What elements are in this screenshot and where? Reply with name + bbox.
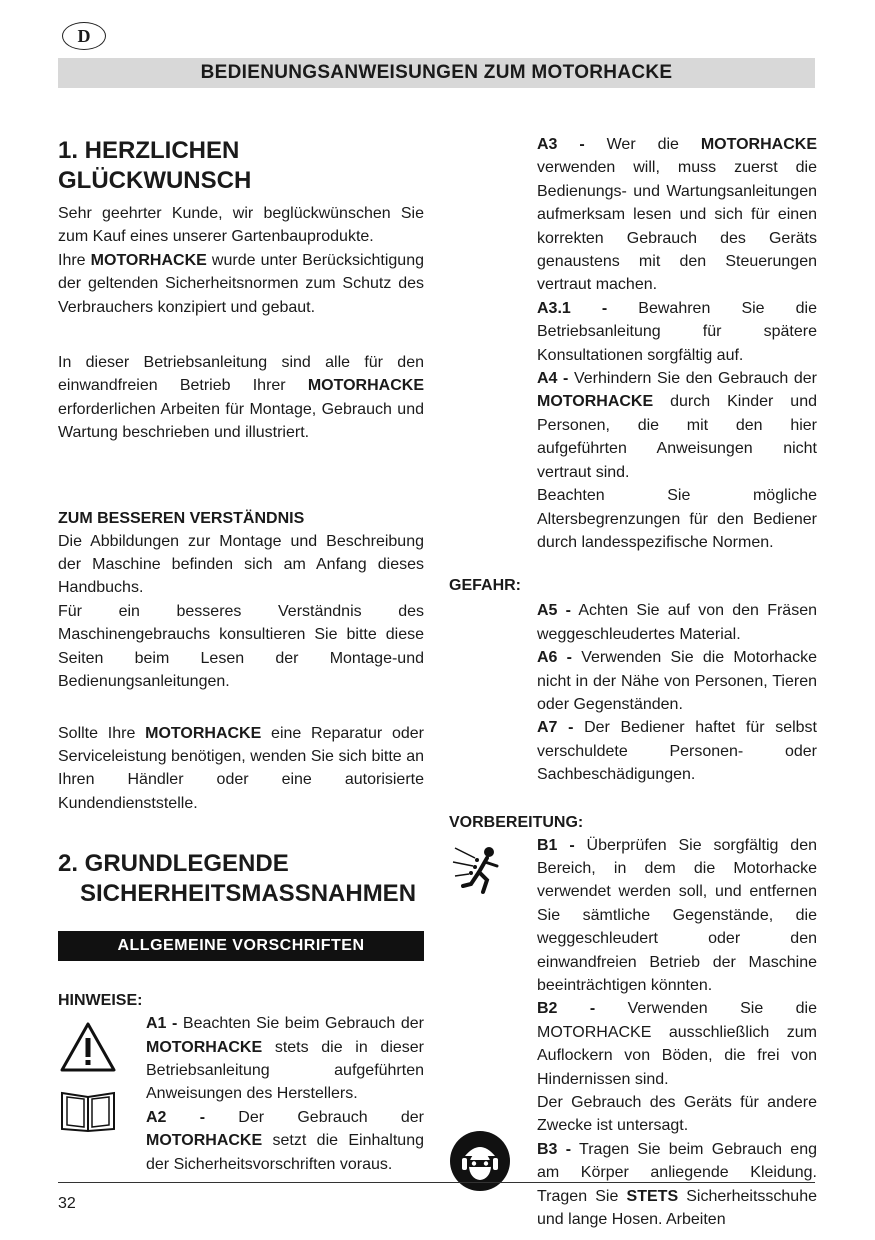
- thrown-objects-warning-icon: [449, 838, 515, 898]
- rule-b1: B1 - Überprüfen Sie sorgfältig den Bereich, in dem die Motorhacke verwendet werden soll, und entfernen Sie sämtliche Gegenstände, die weggeschleudert oder den einwandfreien Betrieb der Maschine beeinträchtigen könnten.: [537, 836, 817, 994]
- understanding-paragraph-1: Die Abbildungen zur Montage und Beschreibung der Maschine befinden sich am Anfang dieses Handbuchs.: [58, 532, 424, 597]
- section2-heading: 2. GRUNDLEGENDE SICHERHEITSMASSNAHMEN: [58, 850, 417, 908]
- understanding-heading: ZUM BESSEREN VERSTÄNDNIS: [58, 509, 305, 527]
- rule-a3: A3 - Wer die MOTORHACKE verwenden will, muss zuerst die Bedienungs- und Wartungsanleitungen aufmerksam lesen und sich für einen korrekten Gebrauch des Geräts genaustens mit den Steuerungen vertraut machen.: [537, 136, 817, 294]
- rule-b3: B3 - Tragen Sie beim Gebrauch eng am Körper anliegende Kleidung. Tragen Sie STETS Sicherheitsschuhe und lange Hosen. Arbeiten: [537, 1140, 818, 1229]
- rule-a4: A4 - Verhindern Sie den Gebrauch der MOTORHACKE durch Kinder und Personen, die mit den hier aufgeführten Anweisungen nicht vertraut sind.: [537, 370, 817, 481]
- general-rules-bar: ALLGEMEINE VORSCHRIFTEN: [58, 931, 424, 961]
- understanding-paragraph-3: Sollte Ihre MOTORHACKE eine Reparatur oder Serviceleistung benötigen, wenden Sie sich bitte an Ihren Händler oder eine autorisierte Kundendienststelle.: [58, 724, 424, 812]
- manual-book-icon: [58, 1085, 118, 1133]
- warning-triangle-icon: [58, 1020, 118, 1074]
- page-number: 32: [58, 1195, 76, 1212]
- rule-a2: A2 - Der Gebrauch der MOTORHACKE setzt die Einhaltung der Sicherheitsvorschriften voraus.: [146, 1108, 424, 1173]
- rule-a5: A5 - Achten Sie auf von den Fräsen weggeschleudertes Material.: [537, 602, 817, 643]
- rule-a4-extra: Beachten Sie mögliche Altersbegrenzungen für den Bediener durch landesspezifische Normen.: [537, 487, 817, 551]
- rule-b2-extra: Der Gebrauch des Geräts für andere Zwecke ist untersagt.: [537, 1094, 817, 1135]
- rule-a7: A7 - Der Bediener haftet für selbst verschuldete Personen- oder Sachbeschädigungen.: [537, 719, 817, 784]
- language-badge: D: [62, 22, 106, 50]
- section1-heading: 1. HERZLICHEN GLÜCKWUNSCH: [58, 137, 252, 194]
- section1-paragraph-1: Sehr geehrter Kunde, wir beglückwünschen Sie zum Kauf eines unserer Gartenbauprodukte. Ihre MOTORHACKE wurde unter Berücksichtigung der geltenden Sicherheitsnormen zum Schutz des Verbrauchers konzipiert und gebaut.: [58, 205, 424, 316]
- vorbereitung-heading: VORBEREITUNG:: [449, 813, 584, 831]
- rule-a1: A1 - Beachten Sie beim Gebrauch der MOTORHACKE stets die in dieser Betriebsanleitung aufgeführten Anweisungen des Herstellers.: [146, 1015, 425, 1103]
- hinweise-heading: HINWEISE:: [58, 992, 143, 1010]
- section1-paragraph-2: In dieser Betriebsanleitung sind alle für den einwandfreien Betrieb Ihrer MOTORHACKE erforderlichen Arbeiten für Montage, Gebrauch und Wartung beschrieben und illustriert.: [58, 354, 424, 442]
- understanding-paragraph-2: Für ein besseres Verständnis des Maschinengebrauchs konsultieren Sie bitte diese Seiten beim Lesen der Montage-und Bedienungsanleitungen.: [58, 602, 424, 691]
- gefahr-heading: GEFAHR:: [449, 577, 521, 595]
- footer-divider: [58, 1182, 815, 1183]
- rule-b2: B2 - Verwenden Sie die MOTORHACKE ausschließlich zum Auflockern von Böden, die frei von Hindernissen sind.: [537, 1000, 817, 1088]
- rule-a6: A6 - Verwenden Sie die Motorhacke nicht in der Nähe von Personen, Tieren oder Gegenständen.: [537, 649, 817, 713]
- right-column: [449, 133, 817, 1231]
- rule-a3-1: A3.1 - Bewahren Sie die Betriebsanleitung für spätere Konsultationen sorgfältig auf.: [537, 299, 817, 364]
- left-column: [58, 130, 424, 1176]
- header-title: BEDIENUNGSANWEISUNGEN ZUM MOTORHACKE: [58, 58, 815, 88]
